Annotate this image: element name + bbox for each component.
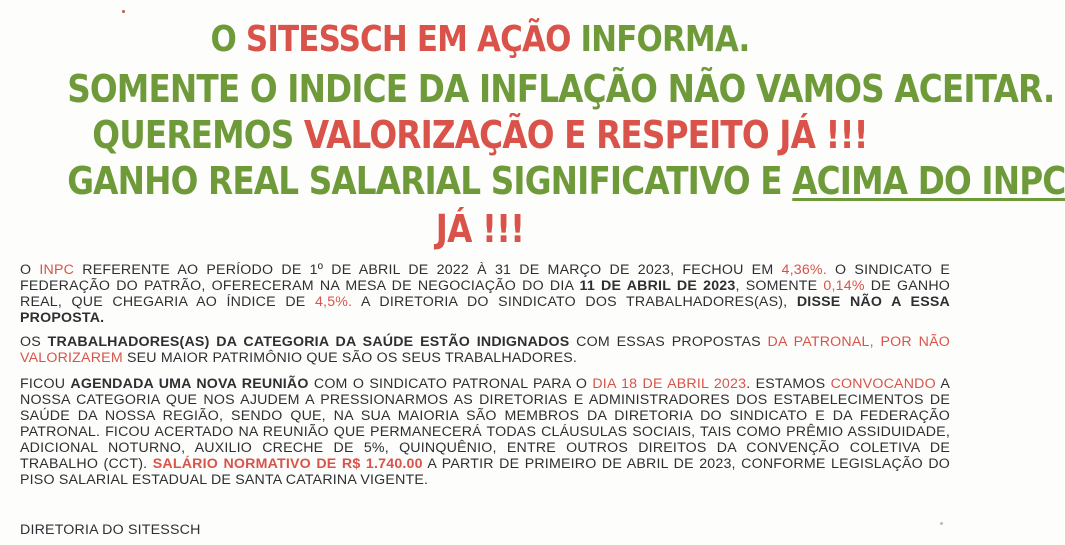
headline-text: GANHO REAL SALARIAL SIGNIFICATIVO E (67, 159, 793, 203)
text-red: 4,5%. (314, 294, 353, 310)
print-speck (122, 10, 125, 13)
text-red: CONVOCANDO (830, 376, 936, 392)
paragraph-indignados (20, 334, 950, 366)
text-bold: TRABALHADORES(AS) DA CATEGORIA DA SAÚDE ESTÃO INDIGNADOS (47, 334, 570, 350)
text: COM O SINDICATO PATRONAL PARA O (308, 376, 593, 392)
headline-highlight: VALORIZAÇÃO E RESPEITO JÁ !!! (303, 113, 868, 157)
headline-line-1 (67, 19, 893, 60)
text: DE GANHO REAL, QUE CHEGARIA AO ÍNDICE DE (20, 278, 951, 310)
text-bold: DISSE NÃO A ESSA PROPOSTA. (20, 294, 950, 326)
headline-text: QUEREMOS (92, 113, 304, 157)
text-red: INPC (39, 262, 75, 278)
text: COM ESSAS PROPOSTAS (569, 334, 768, 350)
text-red: DA PATRONAL, POR NÃO VALORIZAREM (20, 334, 950, 366)
headline-line-3 (67, 113, 893, 157)
text-red: 4,36%. (781, 262, 827, 278)
text-bold: 11 DE ABRIL DE 2023 (579, 278, 736, 294)
headline-line-2: SOMENTE O INDICE DA INFLAÇÃO NÃO VAMOS ACEITAR. (67, 67, 1055, 111)
text: . ESTAMOS (746, 376, 831, 392)
text-bold: AGENDADA UMA NOVA REUNIÃO (70, 376, 309, 392)
headline-text: O (210, 19, 246, 60)
paragraph-inpc (20, 262, 950, 326)
signature: DIRETORIA DO SITESSCH (20, 522, 201, 538)
text: REFERENTE AO PERÍODO DE 1º DE ABRIL DE 2022 À 31 DE MARÇO DE 2023, FECHOU EM (74, 262, 782, 278)
headline-underlined: ACIMA DO INPC (792, 159, 1065, 203)
text: A NOSSA CATEGORIA QUE NOS AJUDEM A PRESSIONARMOS AS DIRETORIAS E ADMINISTRADORES DOS ESTABELECIMENTOS DE SAÚDE DA NOSSA REGIÃO, SENDO QUE, NA SUA MAIORIA SÃO MEMBROS DA DIRETORIA DO SINDICATO E DA FEDERAÇÃO PATRONAL. FICOU ACERTADO NA REUNIÃO QUE PERMANECERÁ TODAS CLÁUSULAS SOCIAIS, TAIS COMO PRÊMIO ASSIDUIDADE, ADICIONAL NOTURNO, AUXILIO CRECHE DE 5%, QUINQUÊNIO, ENTRE OUTROS DIREITOS DA CONVENÇÃO COLETIVA DE TRABALHO (CCT). (20, 376, 950, 472)
text-red: 0,14% (823, 278, 865, 294)
text: FICOU (20, 376, 71, 392)
paragraph-reuniao (20, 376, 950, 488)
headline-text: INFORMA. (570, 19, 750, 60)
text: A DIRETORIA DO SINDICATO DOS TRABALHADORES(AS), (352, 294, 797, 310)
text: A PARTIR DE PRIMEIRO DE ABRIL DE 2023, CONFORME LEGISLAÇÃO DO PISO SALARIAL ESTADUAL DE SANTA CATARINA VIGENTE. (20, 456, 951, 488)
headline-line-5: JÁ !!! (435, 207, 525, 251)
headline-line-4 (67, 159, 1065, 203)
text-red: DIA 18 DE ABRIL 2023 (592, 376, 747, 392)
headline-highlight: SITESSCH EM AÇÃO (245, 19, 571, 60)
text-red-bold: SALÁRIO NORMATIVO DE R$ 1.740.00 (152, 456, 423, 472)
text: , SOMENTE (735, 278, 824, 294)
text: SEU MAIOR PATRIMÔNIO QUE SÃO OS SEUS TRABALHADORES. (122, 350, 578, 366)
text: OS (20, 334, 48, 350)
text: O (20, 262, 40, 278)
text: O SINDICATO E FEDERAÇÃO DO PATRÃO, OFERECERAM NA MESA DE NEGOCIAÇÃO DO DIA (20, 262, 950, 294)
